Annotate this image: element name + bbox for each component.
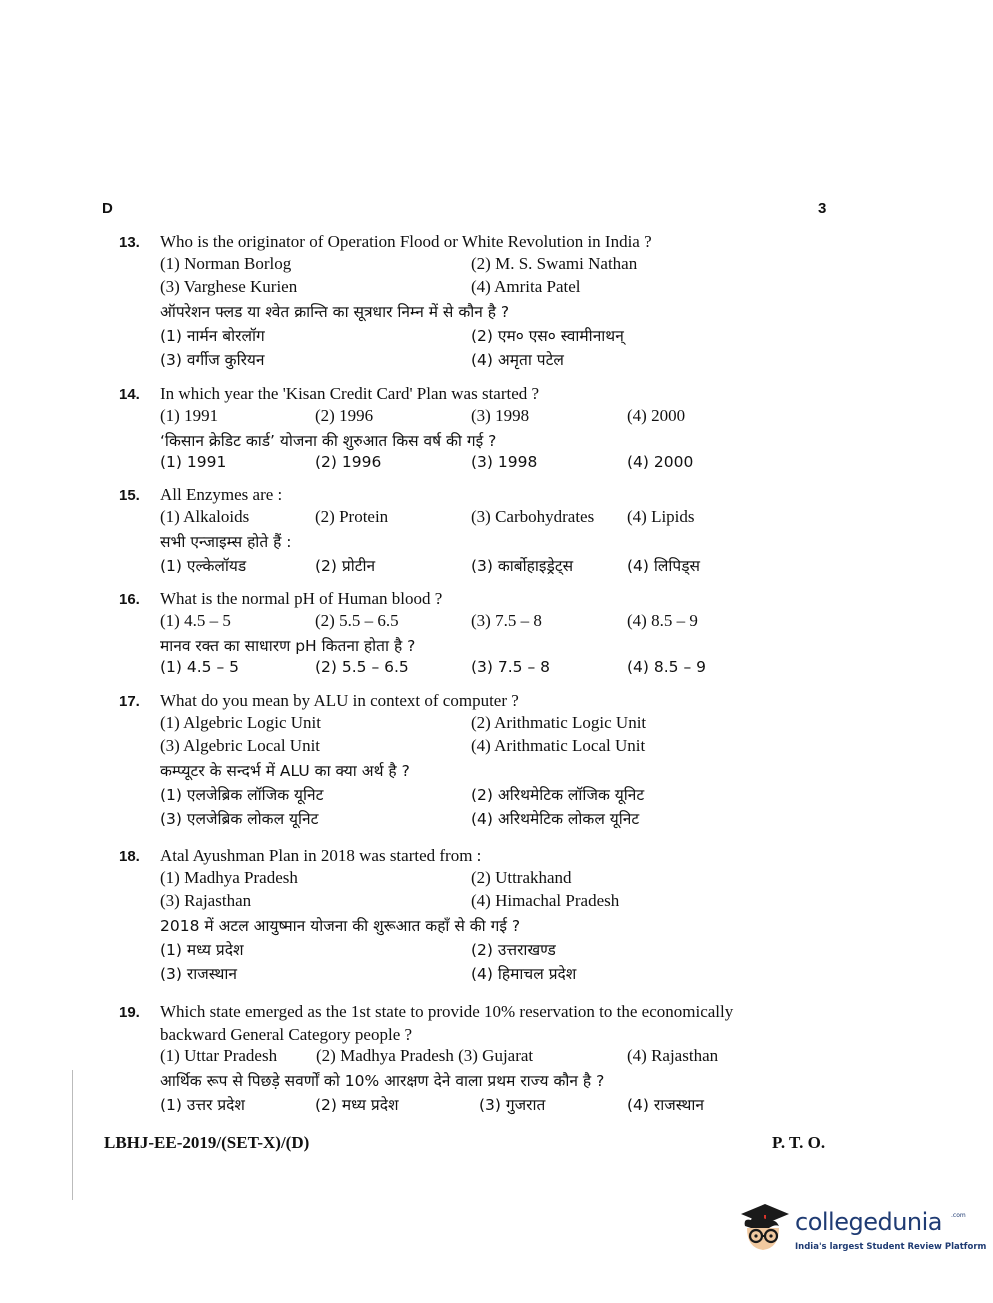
option-hi-2: (2) 1996 [315, 453, 382, 471]
question-19 [119, 1001, 839, 1117]
question-13 [119, 231, 839, 372]
option-hi-2: (2) प्रोटीन [315, 557, 376, 575]
option-hi-4: (4) हिमाचल प्रदेश [471, 965, 577, 983]
option-hi-3: (3) गुजरात [479, 1096, 546, 1114]
question-16 [119, 588, 839, 682]
option-en-1: (1) Norman Borlog [160, 254, 292, 273]
page-number: 3 [818, 200, 827, 217]
option-en-3: (3) Algebric Local Unit [160, 736, 321, 755]
question-number: 18. [119, 848, 140, 865]
option-en-1: (1) 1991 [160, 406, 219, 425]
option-hi-4: (4) अरिथमेटिक लोकल यूनिट [471, 810, 640, 828]
question-number: 13. [119, 234, 140, 251]
option-en-2: (2) 1996 [315, 406, 374, 425]
option-hi-1: (1) 4.5 – 5 [160, 658, 239, 676]
question-text-hi: मानव रक्त का साधारण pH कितना होता है ? [160, 637, 416, 655]
question-14 [119, 383, 839, 477]
question-text-en: Which state emerged as the 1st state to provide 10% reservation to the economically [160, 1002, 734, 1021]
option-en-3: (3) Rajasthan [160, 891, 252, 910]
collegedunia-logo [735, 1198, 987, 1258]
question-text-en: Atal Ayushman Plan in 2018 was started from : [160, 846, 482, 865]
paper-code: LBHJ-EE-2019/(SET-X)/(D) [104, 1133, 310, 1152]
option-hi-2: (2) उत्तराखण्ड [471, 941, 556, 959]
option-hi-2: (2) अरिथमेटिक लॉजिक यूनिट [471, 786, 645, 804]
option-en-1: (1) Madhya Pradesh [160, 868, 298, 887]
question-text-hi: ‘किसान क्रेडिट कार्ड’ योजना की शुरुआत किस वर्ष की गई ? [160, 432, 497, 450]
option-en-2: (2) Arithmatic Logic Unit [471, 713, 647, 732]
logo-suffix: .com [951, 1212, 966, 1219]
option-en-4: (4) Rajasthan [627, 1046, 719, 1065]
option-hi-4: (4) राजस्थान [627, 1096, 704, 1114]
question-17 [119, 690, 839, 831]
question-number: 15. [119, 487, 140, 504]
question-15 [119, 484, 839, 578]
option-en-3: (3) Carbohydrates [471, 507, 595, 526]
question-text-en: In which year the 'Kisan Credit Card' Plan was started ? [160, 384, 540, 403]
option-en-4: (4) 2000 [627, 406, 686, 425]
question-text-en: All Enzymes are : [160, 485, 283, 504]
option-en-4: (4) Lipids [627, 507, 695, 526]
question-text-en: What do you mean by ALU in context of computer ? [160, 691, 519, 710]
logo-wordmark: collegedunia [795, 1208, 943, 1236]
option-hi-1: (1) मध्य प्रदेश [160, 941, 244, 959]
option-hi-4: (4) 2000 [627, 453, 694, 471]
option-hi-2: (2) 5.5 – 6.5 [315, 658, 409, 676]
option-en-4: (4) 8.5 – 9 [627, 611, 698, 630]
page-edge-line [72, 1070, 73, 1200]
option-hi-1: (1) एलजेब्रिक लॉजिक यूनिट [160, 786, 324, 804]
option-hi-1: (1) 1991 [160, 453, 227, 471]
option-hi-3: (3) एलजेब्रिक लोकल यूनिट [160, 810, 319, 828]
option-en-2: (2) Protein [315, 507, 389, 526]
option-hi-4: (4) 8.5 – 9 [627, 658, 706, 676]
option-hi-1: (1) नार्मन बोरलॉग [160, 327, 265, 345]
option-en-3: (3) Varghese Kurien [160, 277, 298, 296]
question-text-en: Who is the originator of Operation Flood or White Revolution in India ? [160, 232, 652, 251]
option-hi-2: (2) मध्य प्रदेश [315, 1096, 399, 1114]
option-en-4: (4) Himachal Pradesh [471, 891, 620, 910]
option-en-1: (1) 4.5 – 5 [160, 611, 231, 630]
question-text-hi: 2018 में अटल आयुष्मान योजना की शुरूआत कहाँ से की गई ? [160, 917, 521, 935]
logo-tagline: India's largest Student Review Platform [795, 1242, 987, 1252]
option-en-2: (2) M. S. Swami Nathan [471, 254, 638, 273]
question-text-en-continued: backward General Category people ? [160, 1025, 413, 1044]
option-en-4: (4) Arithmatic Local Unit [471, 736, 646, 755]
pto-label: P. T. O. [772, 1133, 826, 1152]
question-text-hi: कम्प्यूटर के सन्दर्भ में ALU का क्या अर्थ है ? [160, 762, 410, 780]
question-text-hi: ऑपरेशन फ्लड या श्वेत क्रान्ति का सूत्रधार निम्न में से कौन है ? [160, 303, 510, 321]
set-code-header: D [102, 200, 113, 217]
option-hi-1: (1) एल्केलॉयड [160, 557, 247, 575]
option-hi-3: (3) वर्गीज कुरियन [160, 351, 265, 369]
option-en-4: (4) Amrita Patel [471, 277, 581, 296]
option-hi-4: (4) लिपिड्स [627, 557, 700, 575]
question-text-hi: आर्थिक रूप से पिछड़े सवर्णों को 10% आरक्षण देने वाला प्रथम राज्य कौन है ? [160, 1072, 605, 1090]
student-mascot-icon [735, 1198, 793, 1256]
option-hi-2: (2) एम० एस० स्वामीनाथन् [471, 327, 624, 345]
option-en-3: (3) 1998 [471, 406, 530, 425]
question-number: 16. [119, 591, 140, 608]
question-text-hi: सभी एन्जाइम्स होते हैं : [160, 533, 292, 551]
option-hi-4: (4) अमृता पटेल [471, 351, 564, 369]
option-hi-1: (1) उत्तर प्रदेश [160, 1096, 245, 1114]
option-hi-3: (3) 1998 [471, 453, 538, 471]
question-text-en: What is the normal pH of Human blood ? [160, 589, 443, 608]
question-18 [119, 845, 839, 986]
question-number: 17. [119, 693, 140, 710]
question-number: 19. [119, 1004, 140, 1021]
option-hi-3: (3) 7.5 – 8 [471, 658, 550, 676]
option-en-1: (1) Alkaloids [160, 507, 250, 526]
option-hi-3: (3) कार्बोहाइड्रेट्स [471, 557, 574, 575]
question-number: 14. [119, 386, 140, 403]
option-en-1: (1) Uttar Pradesh [160, 1046, 278, 1065]
option-en-2: (2) 5.5 – 6.5 [315, 611, 399, 630]
option-en-2: (2) Uttrakhand [471, 868, 572, 887]
option-en-2-3: (2) Madhya Pradesh (3) Gujarat [316, 1046, 534, 1065]
option-en-3: (3) 7.5 – 8 [471, 611, 542, 630]
option-hi-3: (3) राजस्थान [160, 965, 237, 983]
option-en-1: (1) Algebric Logic Unit [160, 713, 321, 732]
